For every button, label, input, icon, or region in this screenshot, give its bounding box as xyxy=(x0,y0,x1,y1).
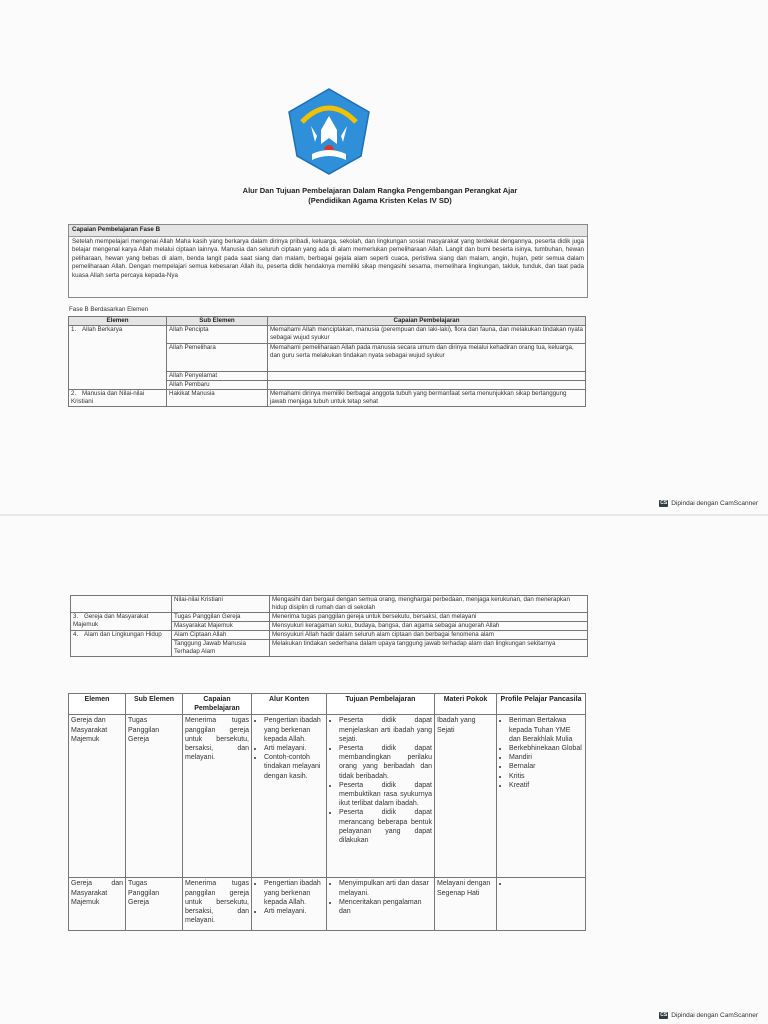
list-item: • Peserta didik dapat membandingkan perilaku orang yang beribadah dan tidak beribadah. xyxy=(339,744,432,781)
scanned-page-2 xyxy=(0,516,768,1024)
capaian-fase-b-box xyxy=(68,224,588,298)
sub-elemen-cell: Allah Pemelihara xyxy=(167,344,268,372)
camscanner-stamp xyxy=(659,1012,758,1019)
materi-cell: Melayani dengan Segenap Hati xyxy=(435,878,497,931)
list-item: • Pengertian ibadah yang berkenan kepada Allah. xyxy=(264,716,324,744)
elemen-cell xyxy=(71,631,172,657)
tut-wuri-handayani-logo xyxy=(284,86,374,176)
elemen-table xyxy=(68,316,586,407)
profil-cell xyxy=(497,715,586,878)
list-item: • Beriman Bertakwa kepada Tuhan YME dan Berakhlak Mulia xyxy=(509,716,583,744)
header-tujuan: Tujuan Pembelajaran xyxy=(327,694,435,715)
list-item xyxy=(509,879,583,888)
list-item: • Menceritakan pengalaman dan xyxy=(339,898,432,916)
elemen-cell xyxy=(71,613,172,631)
table-header-row xyxy=(69,317,586,326)
tujuan-list xyxy=(329,879,432,916)
list-item: • Peserta didik dapat merancang beberapa bentuk pelayanan yang dapat dilakukan xyxy=(339,808,432,845)
alur-konten-list xyxy=(254,879,324,916)
list-item: • Peserta didik dapat membuktikan rasa syukurnya ikut terlibat dalam ibadah. xyxy=(339,781,432,809)
camscanner-label: Dipindai dengan CamScanner xyxy=(671,500,758,507)
alur-konten-list xyxy=(254,716,324,780)
profil-list xyxy=(499,716,583,790)
capaian-heading: Capaian Pembelajaran Fase B xyxy=(69,225,587,237)
elemen-number: 4. xyxy=(73,631,79,638)
sub-elemen-cell: Tugas Panggilan Gereja xyxy=(172,613,270,622)
table-row xyxy=(69,326,586,344)
tujuan-cell xyxy=(327,715,435,878)
list-item: • Peserta didik dapat menjelaskan arti ibadah yang sejati. xyxy=(339,716,432,744)
capaian-cell: Mensyukuri keragaman suku, budaya, bangsa, dan agama sebagai anugerah Allah xyxy=(270,622,588,631)
table-header-row xyxy=(69,694,586,715)
capaian-cell xyxy=(268,381,586,390)
header-materi: Materi Pokok xyxy=(435,694,497,715)
sub-elemen-cell: Allah Penyelamat xyxy=(167,372,268,381)
capaian-cell xyxy=(268,372,586,381)
capaian-cell: Menerima tugas panggilan gereja untuk bersekutu, bersaksi, dan melayani. xyxy=(183,715,252,878)
capaian-cell: Memahami pemeliharaan Allah pada manusia secara umum dan dirinya melalui kehadiran orang tua, keluarga, dan guru serta melakukan tindakan nyata sebagai wujud syukur xyxy=(268,344,586,372)
header-sub-elemen: Sub Elemen xyxy=(167,317,268,326)
capaian-cell: Menerima tugas panggilan gereja untuk bersekutu, bersaksi, dan melayani xyxy=(270,613,588,622)
profil-cell xyxy=(497,878,586,931)
elemen-number: 1. xyxy=(71,326,77,333)
camscanner-icon: CS xyxy=(660,500,668,506)
list-item: • Kritis xyxy=(509,772,583,781)
camscanner-stamp xyxy=(659,500,758,507)
header-sub-elemen: Sub Elemen xyxy=(126,694,183,715)
sub-elemen-cell: Hakikat Manusia xyxy=(167,390,268,407)
tujuan-list xyxy=(329,716,432,845)
sub-elemen-cell: Masyarakat Majemuk xyxy=(172,622,270,631)
table-row xyxy=(69,390,586,407)
document-subtitle: (Pendidikan Agama Kristen Kelas IV SD) xyxy=(308,196,452,205)
table-row xyxy=(69,878,586,931)
elemen-label: Gereja dan Masyarakat Majemuk xyxy=(73,613,149,628)
camscanner-icon: CS xyxy=(660,1012,668,1018)
header-elemen: Elemen xyxy=(69,317,167,326)
sub-elemen-cell: Tugas Panggilan Gereja xyxy=(126,878,183,931)
header-capaian: Capaian Pembelajaran xyxy=(268,317,586,326)
list-item: • Pengertian ibadah yang berkenan kepada Allah. xyxy=(264,879,324,907)
sub-elemen-cell: Tanggung Jawab Manusia Terhadap Alam xyxy=(172,640,270,657)
elemen-cell xyxy=(71,596,172,613)
capaian-cell: Mensyukuri Allah hadir dalam seluruh alam ciptaan dan berbagai fenomena alam xyxy=(270,631,588,640)
capaian-cell: Mengasihi dan bergaul dengan semua orang, menghargai perbedaan, menjaga kerukunan, dan menerapkan hidup disiplin di rumah dan di sekolah xyxy=(270,596,588,613)
sub-elemen-cell: Allah Pembaru xyxy=(167,381,268,390)
capaian-text: Setelah mempelajari mengenai Allah Maha kasih yang berkarya dalam dirinya pribadi, keluarga, sekolah, dan lingkungan sosial masyarakat yang terdekat dengannya, peserta didik juga belajar mengenal karya Allah melalui ciptaan lainnya. Manusia dan seluruh ciptaan yang ada di alam memerlukan pemeliharaan Allah. Langit dan bumi beserta isinya, tumbuhan, hewan peliharaan, hewan yang bebas di alam, benda langit pada saat siang dan malam, berbagai gejala alam seperti cuaca, peristiwa siang dan malam, angin, hujan, petir semua dalam pemeliharaan Allah. Dengan mempelajari semua kebesaran Allah itu, peserta didik hendaknya memiliki sikap mengasihi sesama, memelihara lingkungan, takluk, tunduk, dan taat pada kuasa Allah serta percaya kepada-Nya xyxy=(72,237,584,279)
camscanner-label: Dipindai dengan CamScanner xyxy=(671,1012,758,1019)
capaian-cell: Memahami dirinya memiliki berbagai anggota tubuh yang bermanfaat serta menunjukkan sikap bertanggung jawab menjaga tubuh untuk tetap sehat xyxy=(268,390,586,407)
table-row xyxy=(71,631,588,640)
list-item: • Menyimpulkan arti dan dasar melayani. xyxy=(339,879,432,897)
elemen-label: Allah Berkarya xyxy=(82,326,123,333)
elemen-cell: Gereja dan Masyarakat Majemuk xyxy=(69,715,126,878)
capaian-cell: Memahami Allah menciptakan, manusia (perempuan dan laki-laki), flora dan fauna, dan melakukan tindakan nyata sebagai wujud syukur xyxy=(268,326,586,344)
materi-cell: Ibadah yang Sejati xyxy=(435,715,497,878)
list-item: • Bernalar xyxy=(509,762,583,771)
elemen-cell xyxy=(69,390,167,407)
list-item: • Contoh-contoh tindakan melayani dengan kasih. xyxy=(264,753,324,781)
elemen-label: Manusia dan Nilai-nilai Kristiani xyxy=(71,390,145,405)
alur-tujuan-table xyxy=(68,693,586,931)
header-profil: Profile Pelajar Pancasila xyxy=(497,694,586,715)
header-capaian: Capaian Pembelajaran xyxy=(183,694,252,715)
tujuan-cell xyxy=(327,878,435,931)
elemen-label: Alam dan Lingkungan Hidup xyxy=(84,631,162,638)
profil-list xyxy=(499,879,583,888)
list-item: • Berkebhinekaan Global xyxy=(509,744,583,753)
alur-konten-cell xyxy=(252,715,327,878)
document-title: Alur Dan Tujuan Pembelajaran Dalam Rangka Pengembangan Perangkat Ajar xyxy=(242,186,518,195)
capaian-cell: Menerima tugas panggilan gereja untuk bersekutu, bersaksi, dan melayani. xyxy=(183,878,252,931)
sub-elemen-cell: Alam Ciptaan Allah xyxy=(172,631,270,640)
sub-elemen-cell: Allah Pencipta xyxy=(167,326,268,344)
elemen-number: 3. xyxy=(73,613,79,620)
table-row xyxy=(69,715,586,878)
list-item: • Mandiri xyxy=(509,753,583,762)
fase-b-label: Fase B Berdasarkan Elemen xyxy=(69,306,149,313)
sub-elemen-cell: Nilai-nilai Kristiani xyxy=(172,596,270,613)
header-elemen: Elemen xyxy=(69,694,126,715)
list-item: • Arti melayani. xyxy=(264,744,324,753)
elemen-table-continued xyxy=(70,595,588,657)
sub-elemen-cell: Tugas Panggilan Gereja xyxy=(126,715,183,878)
elemen-number: 2. xyxy=(71,390,77,397)
header-alur-konten: Alur Konten xyxy=(252,694,327,715)
table-row xyxy=(71,613,588,622)
elemen-cell xyxy=(69,326,167,390)
table-row xyxy=(71,596,588,613)
capaian-cell: Melakukan tindakan sederhana dalam upaya tanggung jawab terhadap alam dan lingkungan sekitarnya xyxy=(270,640,588,657)
list-item: • Arti melayani. xyxy=(264,907,324,916)
elemen-cell: Gereja dan Masyarakat Majemuk xyxy=(69,878,126,931)
list-item: • Kreatif xyxy=(509,781,583,790)
alur-konten-cell xyxy=(252,878,327,931)
